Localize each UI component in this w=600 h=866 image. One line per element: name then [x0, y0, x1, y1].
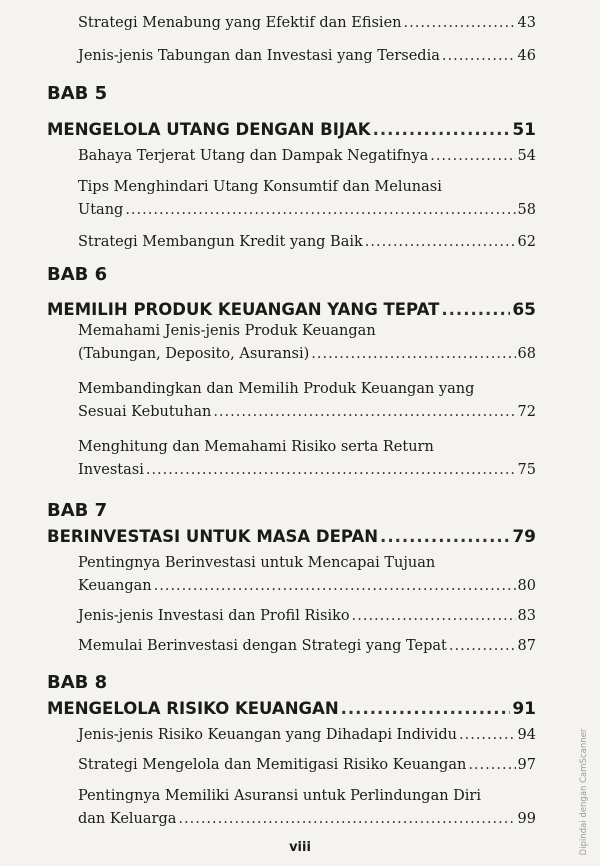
chapter-label: BAB 7: [47, 500, 108, 521]
entry-page: 94: [517, 727, 536, 743]
entry-title: Strategi Membangun Kredit yang Baik: [78, 234, 363, 250]
dot-leader: [154, 575, 516, 598]
entry-title: Strategi Mengelola dan Memitigasi Risiko Keuangan: [78, 757, 467, 773]
entry-title: Jenis-jenis Investasi dan Profil Risiko: [78, 608, 350, 624]
toc-entry[interactable]: [78, 552, 536, 598]
entry-page: 58: [517, 202, 536, 218]
toc-entry[interactable]: [78, 231, 536, 254]
toc-entry[interactable]: [78, 605, 536, 628]
entry-page: 87: [517, 638, 536, 654]
entry-title-line1: Pentingnya Memiliki Asuransi untuk Perlindungan Diri: [78, 788, 482, 804]
chapter-page: 65: [512, 300, 536, 320]
entry-page: 62: [517, 234, 536, 250]
chapter-heading[interactable]: [47, 526, 536, 548]
entry-page: 83: [517, 608, 536, 624]
entry-page: 43: [517, 15, 536, 31]
entry-page: 46: [517, 48, 536, 64]
chapter-title: MEMILIH PRODUK KEUANGAN YANG TEPAT: [47, 300, 440, 319]
dot-leader: [125, 199, 515, 222]
dot-leader: [311, 343, 515, 366]
dot-leader: [459, 724, 516, 747]
dot-leader: [430, 145, 515, 168]
chapter-label: BAB 8: [47, 672, 108, 693]
entry-page: 80: [517, 578, 536, 594]
dot-leader: [449, 635, 516, 658]
chapter-heading[interactable]: [47, 119, 536, 141]
chapter-title: MENGELOLA RISIKO KEUANGAN: [47, 699, 339, 718]
dot-leader: [468, 754, 515, 777]
entry-title: (Tabungan, Deposito, Asuransi): [78, 346, 310, 362]
entry-title: Strategi Menabung yang Efektif dan Efisien: [78, 15, 402, 31]
dot-leader: [352, 605, 516, 628]
dot-leader: [404, 12, 516, 35]
dot-leader: [380, 526, 510, 548]
chapter-heading[interactable]: [47, 698, 536, 720]
toc-entry[interactable]: [78, 176, 536, 222]
entry-title-line1: Tips Menghindari Utang Konsumtif dan Melunasi: [78, 179, 442, 195]
dot-leader: [213, 401, 515, 424]
chapter-page: 91: [512, 699, 536, 719]
entry-title-line1: Membandingkan dan Memilih Produk Keuangan yang: [78, 381, 475, 397]
entry-page: 68: [517, 346, 536, 362]
chapter-heading[interactable]: [47, 299, 536, 321]
toc-entry[interactable]: [78, 45, 536, 68]
dot-leader: [442, 45, 516, 68]
entry-page: 54: [517, 148, 536, 164]
chapter-label: BAB 5: [47, 83, 108, 104]
chapter-label: BAB 6: [47, 264, 108, 285]
entry-title: dan Keluarga: [78, 811, 177, 827]
entry-title-line1: Menghitung dan Memahami Risiko serta Return: [78, 439, 434, 455]
entry-page: 72: [517, 404, 536, 420]
toc-entry[interactable]: [78, 320, 536, 366]
chapter-page: 51: [512, 120, 536, 140]
toc-entry[interactable]: [78, 724, 536, 747]
toc-entry[interactable]: [78, 12, 536, 35]
toc-entry[interactable]: [78, 785, 536, 831]
toc-entry[interactable]: [78, 378, 536, 424]
dot-leader: [146, 459, 516, 482]
toc-entry[interactable]: [78, 754, 536, 777]
toc-entry[interactable]: [78, 145, 536, 168]
toc-entry[interactable]: [78, 436, 536, 482]
entry-title: Jenis-jenis Risiko Keuangan yang Dihadapi Individu: [78, 727, 457, 743]
dot-leader: [365, 231, 516, 254]
dot-leader: [341, 698, 511, 720]
chapter-page: 79: [512, 527, 536, 547]
camscanner-watermark: [573, 722, 595, 862]
toc-entry[interactable]: [78, 635, 536, 658]
entry-page: 99: [517, 811, 536, 827]
dot-leader: [178, 808, 515, 831]
dot-leader: [373, 119, 511, 141]
entry-title: Memulai Berinvestasi dengan Strategi yang Tepat: [78, 638, 447, 654]
entry-title: Investasi: [78, 462, 144, 478]
entry-page: 75: [517, 462, 536, 478]
entry-title-line1: Memahami Jenis-jenis Produk Keuangan: [78, 323, 376, 339]
entry-title: Keuangan: [78, 578, 152, 594]
chapter-title: MENGELOLA UTANG DENGAN BIJAK: [47, 120, 371, 139]
entry-title: Utang: [78, 202, 124, 218]
entry-title: Jenis-jenis Tabungan dan Investasi yang Tersedia: [78, 48, 440, 64]
watermark-text: Dipindai dengan CamScanner: [579, 728, 589, 856]
entry-page: 97: [517, 757, 536, 773]
page-number: viii: [289, 840, 311, 855]
entry-title: Bahaya Terjerat Utang dan Dampak Negatifnya: [78, 148, 429, 164]
chapter-title: BERINVESTASI UNTUK MASA DEPAN: [47, 527, 379, 546]
entry-title-line1: Pentingnya Berinvestasi untuk Mencapai Tujuan: [78, 555, 436, 571]
entry-title: Sesuai Kebutuhan: [78, 404, 212, 420]
dot-leader: [441, 299, 510, 321]
